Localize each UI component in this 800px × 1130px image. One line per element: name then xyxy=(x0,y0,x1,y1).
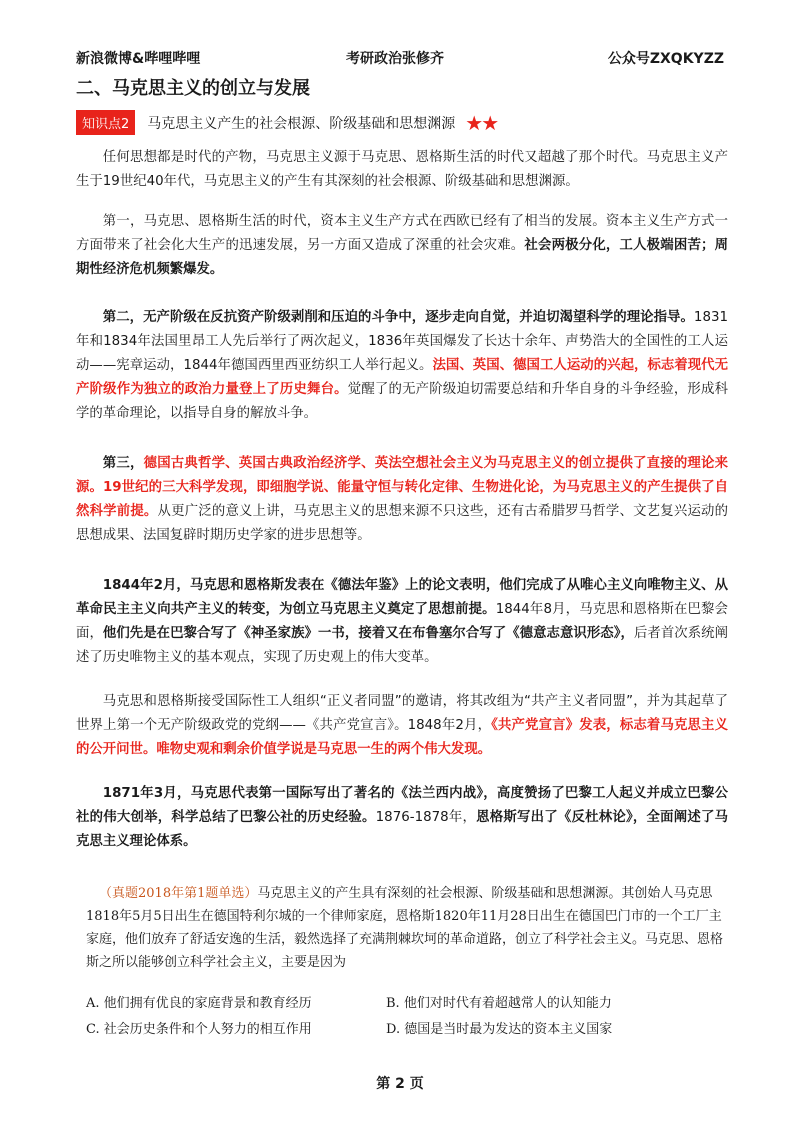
paragraph-text: 1844年8月，马克思和恩格斯在巴黎会面， xyxy=(76,602,728,641)
paragraph-text: 1876-1878年， xyxy=(375,810,477,825)
paragraph-text: 从更广泛的意义上讲，马克思主义的思想来源不只这些，还有古希腊罗马哲学、文艺复兴运动的思想成果、法国复辟时期历史学家的进步思想等。 xyxy=(76,504,729,543)
importance-stars-icon: ★★ xyxy=(465,110,498,135)
option-c: C. 社会历史条件和个人努力的相互作用 xyxy=(86,1022,312,1037)
answer-options xyxy=(86,992,726,1048)
bold-text: 第二，无产阶级在反抗资产阶级剥削和压迫的斗争中，逐步走向自觉，并迫切渴望科学的理论指导。 xyxy=(102,310,694,325)
paragraph-text: 后者首次系统阐述了历史唯物主义的基本观点，实现了历史观上的伟大变革。 xyxy=(76,626,728,665)
bold-text: 社会两极分化，工人极端困苦；周期性经济危机频繁爆发。 xyxy=(76,238,729,277)
option-a: A. 他们拥有优良的家庭背景和教育经历 xyxy=(86,996,312,1011)
bold-text: 1844年2月，马克思和恩格斯发表在《德法年鉴》上的论文表明，他们完成了从唯心主义向唯物主义、从革命民主主义向共产主义的转变，为创立马克思主义奠定了思想前提。 xyxy=(76,578,728,617)
bold-text: 恩格斯写出了《反杜林论》，全面阐述了马克思主义理论体系。 xyxy=(76,810,728,849)
highlight-red-text: 德国古典哲学、英国古典政治经济学、英法空想社会主义为马克思主义的创立提供了直接的理论来源。19世纪的三大科学发现，即细胞学说、能量守恒与转化定律、生物进化论，为马克思主义的产生提供了自然科学前提。 xyxy=(76,456,729,519)
highlight-red-text: 《共产党宣言》发表，标志着马克思主义的公开问世。唯物史观和剩余价值学说是马克思一生的两个伟大发现。 xyxy=(76,718,728,757)
paragraph-intro: 任何思想都是时代的产物，马克思主义源于马克思、恩格斯生活的时代又超越了那个时代。马克思主义产生于19世纪40年代，马克思主义的产生有其深刻的社会根源、阶级基础和思想渊源。 xyxy=(76,150,728,189)
bold-text: 他们先是在巴黎合写了《神圣家族》一书，接着又在布鲁塞尔合写了《德意志意识形态》， xyxy=(102,626,634,641)
paragraph-first-reason xyxy=(76,210,728,282)
option-b: B. 他们对时代有着超越常人的认知能力 xyxy=(386,996,612,1011)
bold-text: 1871年3月，马克思代表第一国际写出了著名的《法兰西内战》，高度赞扬了巴黎工人起义并成立巴黎公社的伟大创举，科学总结了巴黎公社的历史经验。 xyxy=(76,786,728,825)
paragraph-text: 1831年和1834年法国里昂工人先后举行了两次起义，1836年英国爆发了长达十余年、声势浩大的全国性的工人运动——宪章运动，1844年德国西里西亚纺织工人举行起义。 xyxy=(76,310,728,373)
paragraph-text: 第一，马克思、恩格斯生活的时代，资本主义生产方式在西欧已经有了相当的发展。资本主义生产方式一方面带来了社会化大生产的迅速发展，另一方面又造成了深重的社会灾难。 xyxy=(76,214,728,253)
knowledge-point-tag: 知识点2 xyxy=(76,110,135,135)
knowledge-point-heading xyxy=(76,110,497,135)
question-text: 马克思主义的产生具有深刻的社会根源、阶级基础和思想渊源。其创始人马克思1818年5月5日出生在德国特利尔城的一个律师家庭，恩格斯1820年11月28日出生在德国巴门市的一个工厂主家庭，他们放弃了舒适安逸的生活，毅然选择了充满荆棘坎坷的革命道路，创立了科学社会主义。马克思、恩格斯之所以能够创立科学社会主义，主要是因为 xyxy=(86,886,724,970)
header-author: 考研政治张修齐 xyxy=(346,51,444,67)
paragraph-text: 觉醒了的无产阶级迫切需要总结和升华自身的斗争经验，形成科学的革命理论，以指导自身的解放斗争。 xyxy=(76,382,728,421)
knowledge-point-title: 马克思主义产生的社会根源、阶级基础和思想渊源 xyxy=(147,115,456,132)
paragraph-second-reason xyxy=(76,306,728,426)
paragraph-communist-manifesto xyxy=(76,690,728,762)
paragraph-text: 马克思和恩格斯接受国际性工人组织“正义者同盟”的邀请，将其改组为“共产主义者同盟”，并为其起草了世界上第一个无产阶级政党的党纲——《共产党宣言》。1848年2月， xyxy=(76,694,728,733)
exam-question xyxy=(86,882,726,974)
bold-text: 第三， xyxy=(102,456,144,471)
section-title: 二、马克思主义的创立与发展 xyxy=(76,78,310,99)
highlight-red-text: 法国、英国、德国工人运动的兴起，标志着现代无产阶级作为独立的政治力量登上了历史舞台。 xyxy=(76,358,729,397)
header-weibo-bilibili: 新浪微博&哔哩哔哩 xyxy=(76,51,201,67)
header-wechat-account: 公众号ZXQKYZZ xyxy=(607,51,724,67)
option-d: D. 德国是当时最为发达的资本主义国家 xyxy=(386,1022,613,1037)
paragraph-1871 xyxy=(76,782,728,854)
page-number: 第 2 页 xyxy=(376,1076,424,1092)
question-source: （真题2018年第1题单选） xyxy=(99,886,258,901)
paragraph-third-reason xyxy=(76,452,728,548)
page-header xyxy=(76,48,724,72)
paragraph-1844 xyxy=(76,574,728,670)
